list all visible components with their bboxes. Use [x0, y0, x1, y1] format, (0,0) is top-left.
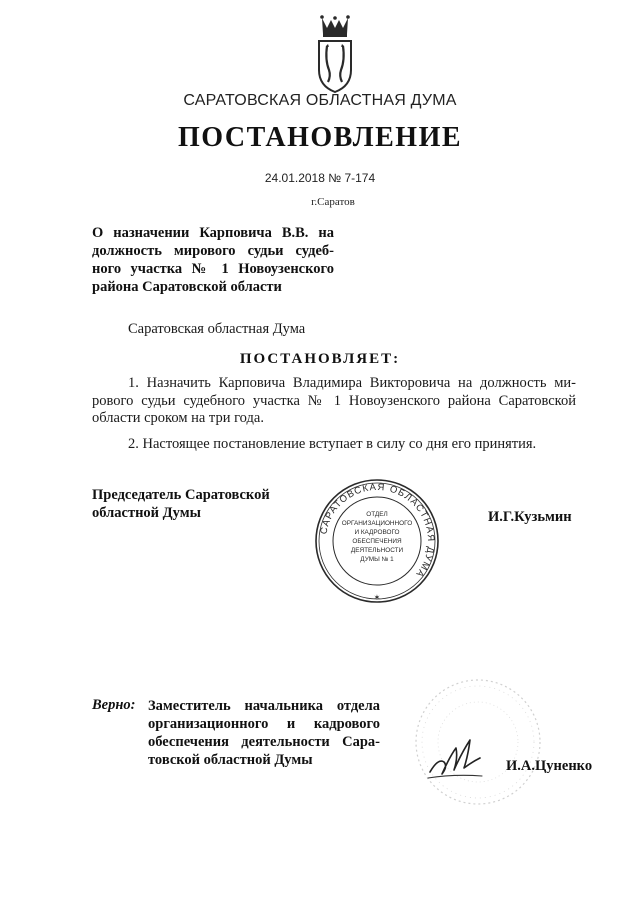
certification-name: И.А.Цуненко	[506, 758, 593, 774]
seal-line: ДЕЯТЕЛЬНОСТИ	[350, 547, 404, 554]
seal-line: ОТДЕЛ	[366, 511, 388, 518]
certification-label: Верно:	[92, 697, 136, 713]
signer-position: Председатель Саратовской областной Думы	[92, 487, 270, 521]
paragraph-1: 1. Назначить Карповича Владимира Викторовича на должность ми-рового судьи судебного участка № 1 Новоузенского района Саратовской области сроком на три года.	[92, 375, 576, 426]
seal-line: ДУМЫ № 1	[360, 556, 394, 563]
paragraph-2: 2. Настоящее постановление вступает в силу со дня его принятия.	[128, 436, 537, 452]
document-subject: О назначении Карповича В.В. на должность мирового судьи судеб-ного участка № 1 Новоузенского района Саратовской области	[92, 225, 334, 295]
seal-line: ОРГАНИЗАЦИОННОГО	[341, 520, 413, 527]
organization-title: САРАТОВСКАЯ ОБЛАСТНАЯ ДУМА	[183, 92, 457, 109]
coat-of-arms-icon	[314, 14, 356, 94]
signer-name: И.Г.Кузьмин	[488, 509, 572, 525]
seal-star-icon: ✶	[373, 593, 381, 602]
seal-line: И КАДРОВОГО	[354, 529, 400, 536]
document-place: г.Саратов	[311, 196, 355, 208]
document-type-heading: ПОСТАНОВЛЕНИЕ	[177, 122, 463, 153]
resolves-heading: ПОСТАНОВЛЯЕТ:	[239, 351, 401, 367]
document-date-number: 24.01.2018 № 7-174	[264, 171, 376, 185]
official-seal	[312, 476, 442, 606]
certification-position: Заместитель начальника отдела организационного и кадрового обеспечения деятельности Сара-товской областной Думы	[148, 698, 380, 768]
preamble: Саратовская областная Дума	[128, 321, 306, 337]
seal-line: ОБЕСПЕЧЕНИЯ	[352, 538, 402, 545]
seal-ring-text: САРАТОВСКАЯ ОБЛАСТНАЯ ДУМА	[318, 481, 437, 580]
handwritten-signature	[424, 728, 488, 784]
